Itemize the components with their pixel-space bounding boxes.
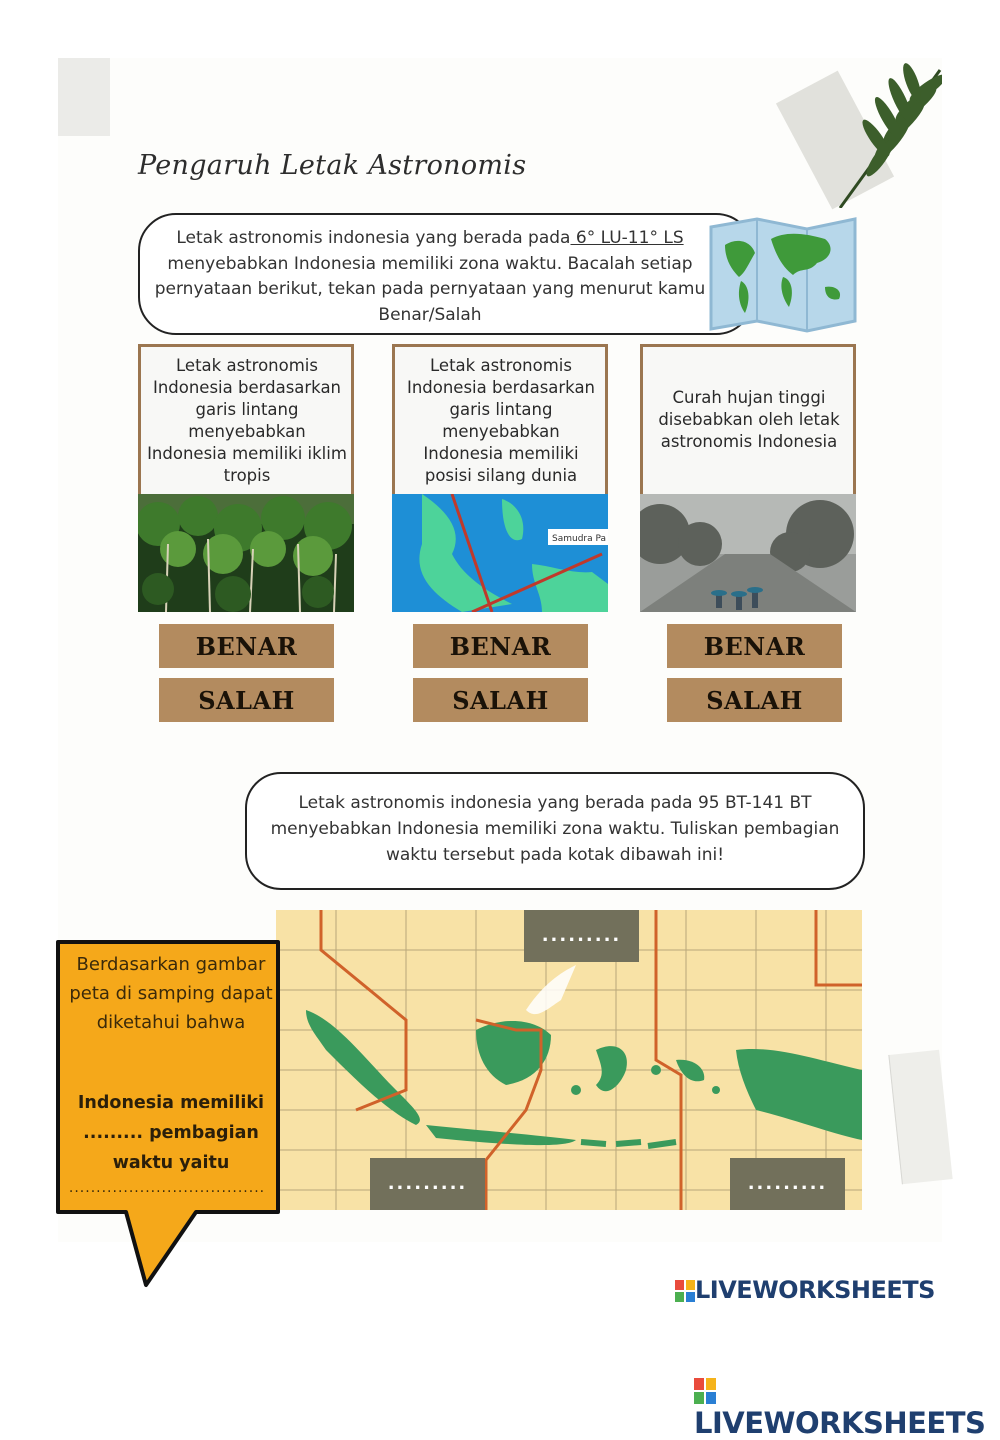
statement-text: Letak astronomis Indonesia berdasarkan garis lintang menyebabkan Indonesia memiliki iklim tropis (147, 356, 347, 485)
world-map-icon (705, 215, 860, 333)
card-2-salah-button[interactable]: SALAH (413, 678, 588, 722)
zone-answer-box-center[interactable]: ......... (524, 910, 639, 962)
liveworksheets-logo: LIVEWORKSHEETS (675, 1276, 935, 1304)
statement-card-1 (138, 344, 354, 614)
statement-text: Curah hujan tinggi disebabkan oleh letak astronomis Indonesia (658, 388, 840, 451)
zone-answer-box-west[interactable]: ......... (370, 1158, 485, 1210)
liveworksheets-mark-icon (694, 1378, 716, 1404)
statement-box (640, 344, 856, 498)
tape-decoration (58, 58, 110, 136)
statement-box (392, 344, 608, 498)
page-title: Pengaruh Letak Astronomis (138, 150, 527, 181)
card-2-benar-button[interactable]: BENAR (413, 624, 588, 668)
callout-answer-line[interactable]: .................................... (68, 1180, 266, 1196)
tropical-forest-image (138, 494, 354, 612)
zone-answer-box-east[interactable]: ......... (730, 1158, 845, 1210)
card-3-salah-button[interactable]: SALAH (667, 678, 842, 722)
card-1-benar-button[interactable]: BENAR (159, 624, 334, 668)
time-zone-prompt: Letak astronomis indonesia yang berada pada 95 BT-141 BT menyebabkan Indonesia memiliki zona waktu. Tuliskan pembagian waktu tersebut pada kotak dibawah ini! (270, 793, 840, 865)
map-label: Samudra Pa (552, 534, 607, 544)
callout-question: Indonesia memiliki ......... pembagian waktu yaitu (77, 1093, 265, 1173)
callout-text: Berdasarkan gambar peta di samping dapat diketahui bahwa (69, 954, 273, 1033)
fern-leaf-icon (820, 58, 942, 208)
card-3-benar-button[interactable]: BENAR (667, 624, 842, 668)
liveworksheets-footer-logo[interactable]: LIVEWORKSHEETS (694, 1372, 1000, 1440)
rainy-road-image (640, 494, 856, 612)
statement-text: Letak astronomis Indonesia berdasarkan garis lintang menyebabkan Indonesia memiliki posisi silang dunia (406, 356, 596, 485)
statement-box (138, 344, 354, 498)
statement-card-2 (392, 344, 608, 614)
statement-card-3 (640, 344, 856, 614)
intro-text: Letak astronomis indonesia yang berada pada 6° LU-11° LS menyebabkan Indonesia memiliki zona waktu. Bacalah setiap pernyataan berikut, tekan pada pernyataan yang menurut kamu Benar/Salah (154, 228, 706, 325)
liveworksheets-mark-icon (675, 1280, 695, 1302)
indonesia-map-image (392, 494, 608, 612)
latitude-range: 6° LU-11° LS (570, 228, 684, 248)
card-1-salah-button[interactable]: SALAH (159, 678, 334, 722)
